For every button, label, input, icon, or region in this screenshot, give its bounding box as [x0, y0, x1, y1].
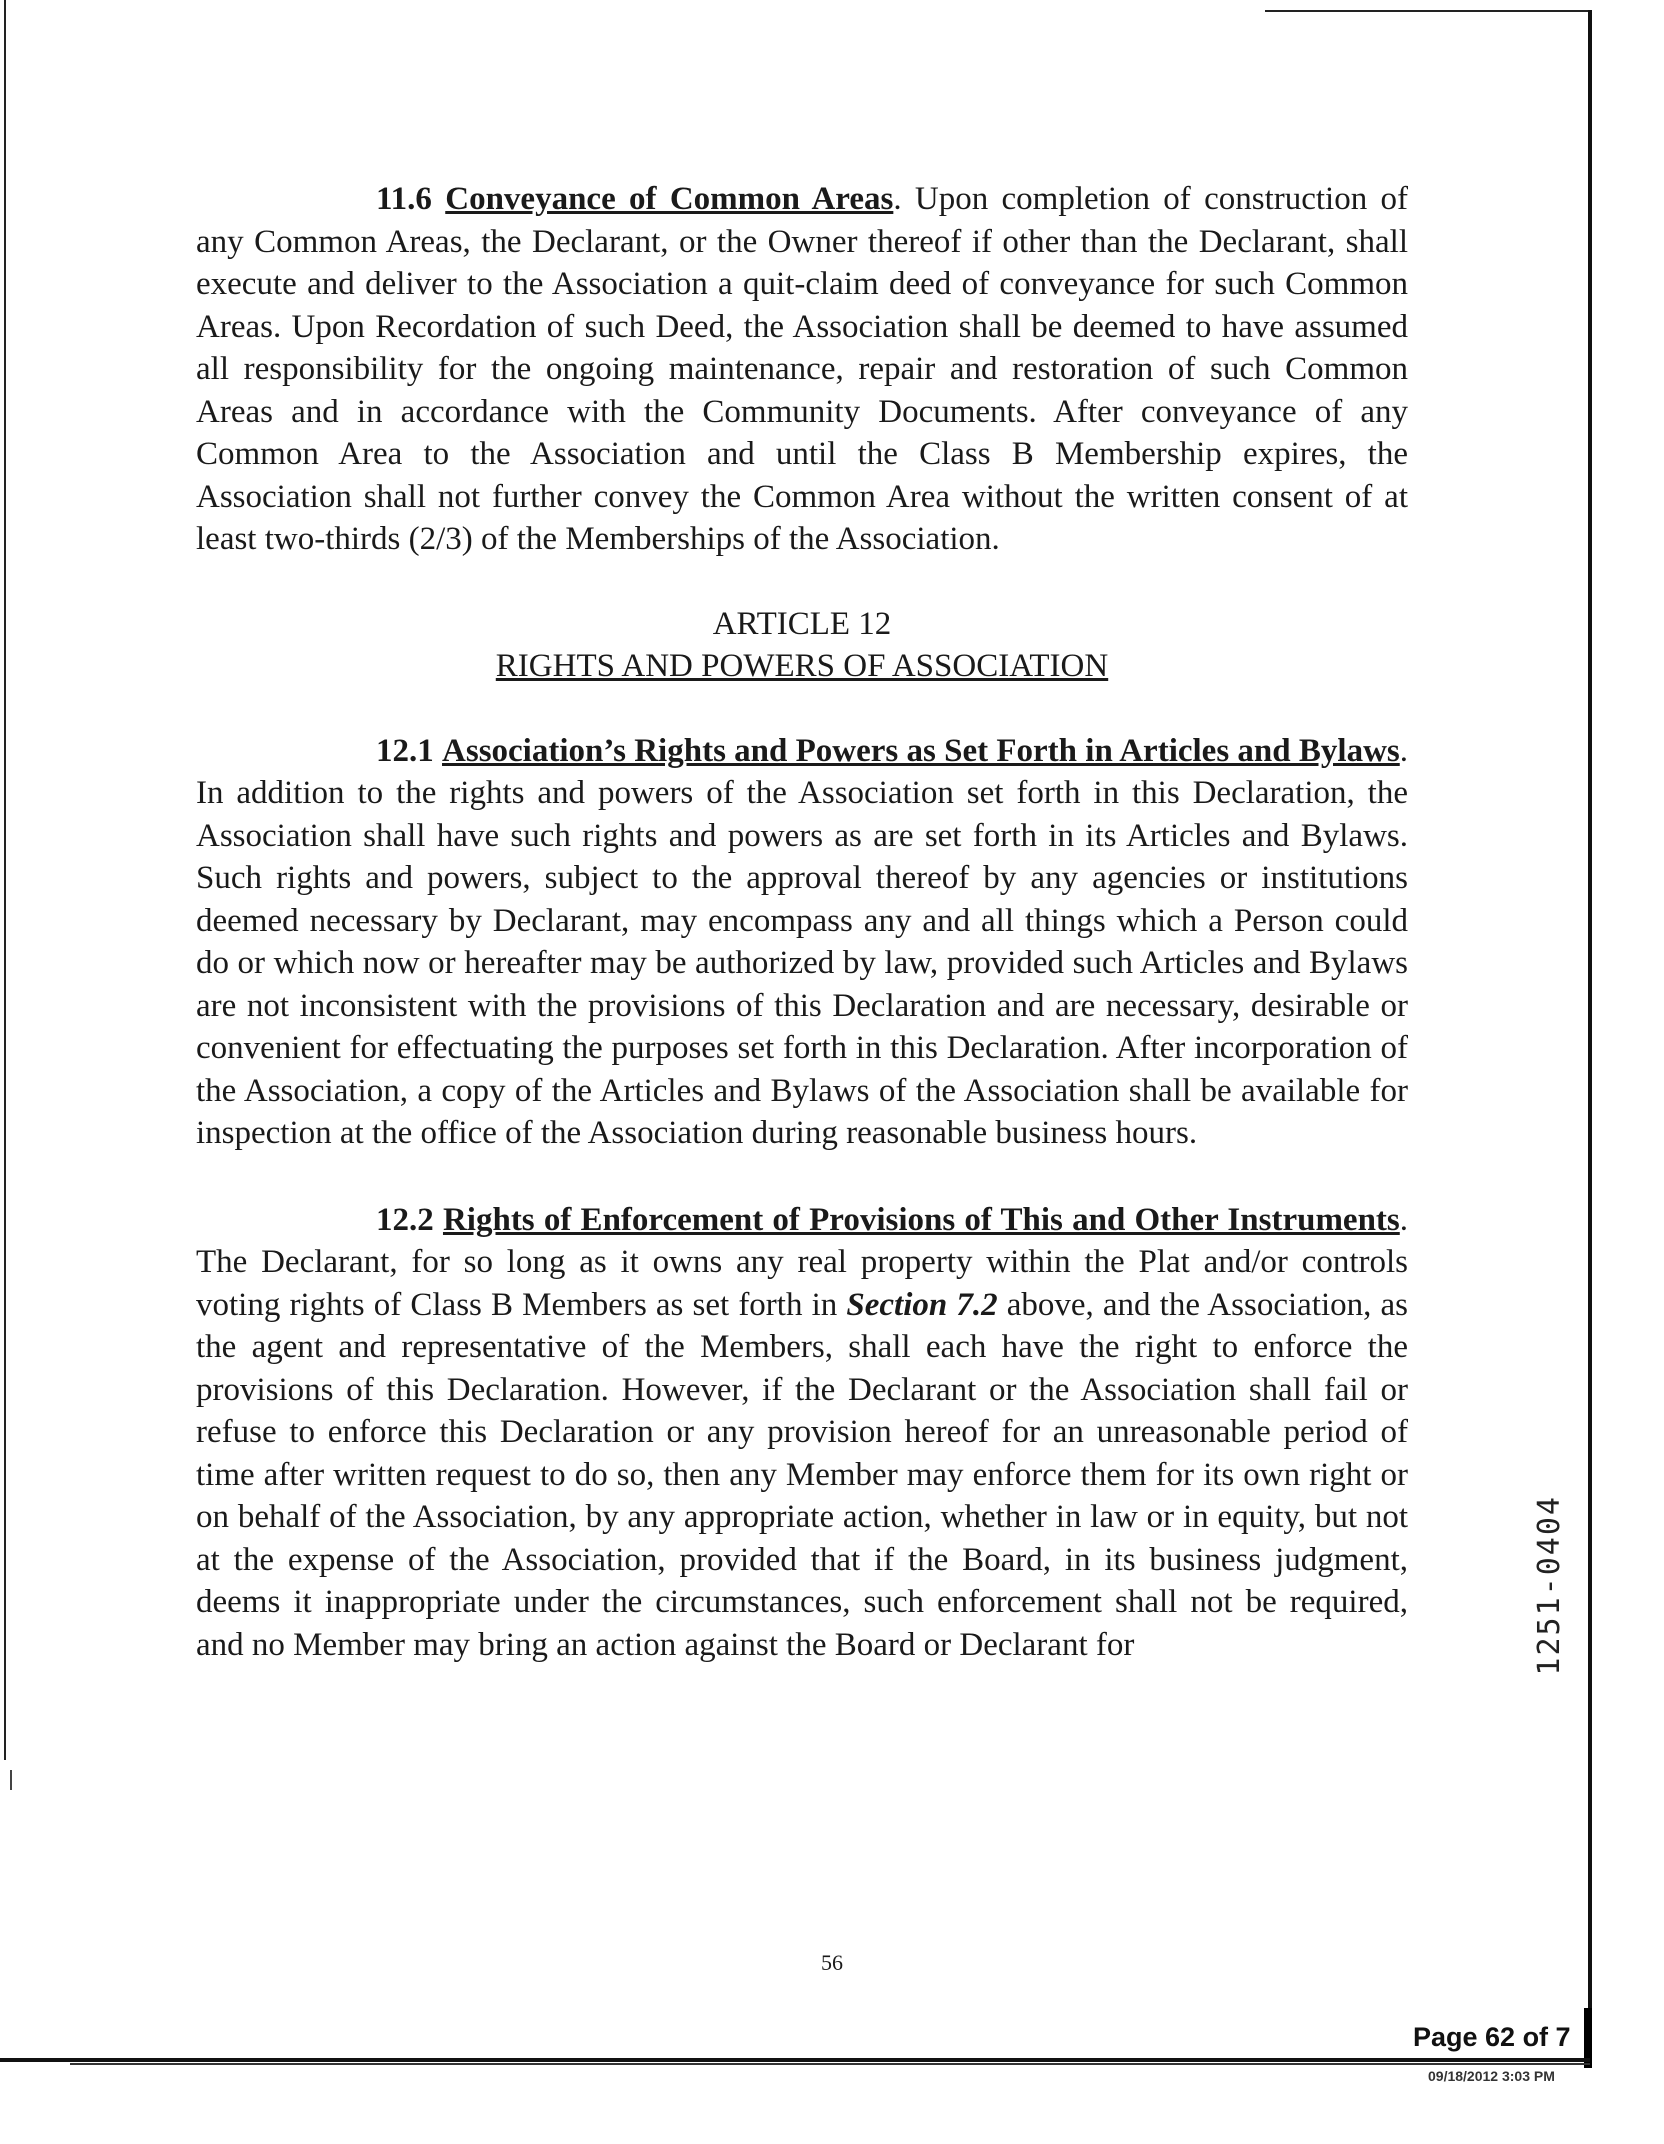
- section-cross-reference: Section 7.2: [846, 1286, 998, 1323]
- section-number: 11.6: [376, 181, 432, 217]
- section-number: 12.2: [376, 1201, 434, 1238]
- page-number: 56: [821, 1950, 843, 1975]
- article-title: RIGHTS AND POWERS OF ASSOCIATION: [495, 648, 1109, 684]
- scan-bottom-line-secondary: [70, 2063, 1590, 2065]
- section-body: . In addition to the rights and powers of the Association set forth in this Declaration, the Association shall have such rights and powers as are set forth in its Articles and Bylaws. Such rights and powers, subject to the approval thereof by any agencies or institutions deemed necessary by Declarant, may encompass any and all things which a Person could do or which now or hereafter may be authorized by law, provided such Articles and Bylaws are not inconsistent with the provisions of this Declaration and are necessary, desirable or convenient for effectuating the purposes set forth in this Declaration. After incorporation of the Association, a copy of the Articles and Bylaws of the Association shall be available for inspection at the office of the Association during reasonable business hours.: [196, 732, 1408, 1151]
- section-11-6: [196, 178, 1408, 561]
- scan-top-line: [1265, 10, 1590, 12]
- recording-stamp: 1251-0404: [1532, 1495, 1567, 1676]
- spacer: [196, 1155, 1408, 1199]
- section-title: Rights of Enforcement of Provisions of This and Other Instruments: [442, 1201, 1400, 1238]
- section-title: Association’s Rights and Powers as Set Forth in Articles and Bylaws: [442, 732, 1400, 769]
- article-heading-block: [196, 603, 1408, 688]
- section-number: 12.1: [376, 732, 434, 769]
- spacer: [196, 688, 1408, 730]
- scan-left-mark: [10, 1770, 12, 1790]
- scan-bottom-line: [0, 2058, 1590, 2062]
- article-heading: ARTICLE 12: [712, 605, 892, 642]
- section-body-part-1: . The Declarant, for so long as it owns any real property within the Plat and/or controls voting rights of Class B Members as set forth in: [196, 1201, 1409, 1323]
- document-body: [196, 178, 1408, 1666]
- section-12-2: [196, 1199, 1408, 1667]
- scan-left-edge: [4, 0, 6, 1760]
- section-body-part-2: above, and the Association, as the agent and representative of the Members, shall each have the right to enforce the provisions of this Declaration. However, if the Declarant or the Association shall fail or refuse to enforce this Declaration or any provision hereof for an unreasonable period of time after written request to do so, then any Member may enforce them for its own right or on behalf of the Association, by any appropriate action, whether in law or in equity, but not at the expense of the Association, provided that if the Board, in its business judgment, deems it inappropriate under the circumstances, such enforcement shall not be required, and no Member may bring an action against the Board or Declarant for: [196, 1286, 1408, 1663]
- recording-timestamp: 09/18/2012 3:03 PM: [1428, 2068, 1555, 2084]
- section-body: . Upon completion of construction of any Common Areas, the Declarant, or the Owner thereof if other than the Declarant, shall execute and deliver to the Association a quit-claim deed of conveyance for such Common Areas. Upon Recordation of such Deed, the Association shall be deemed to have assumed all responsibility for the ongoing maintenance, repair and restoration of such Common Areas and in accordance with the Community Documents. After conveyance of any Common Area to the Association and until the Class B Membership expires, the Association shall not further convey the Common Area without the written consent of at least two-thirds (2/3) of the Memberships of the Association.: [196, 181, 1409, 557]
- section-12-1: [196, 730, 1408, 1155]
- page-of-label: Page 62 of 7: [1413, 2022, 1571, 2052]
- section-title: Conveyance of Common Areas: [445, 181, 894, 217]
- scan-right-edge: [1588, 10, 1592, 2038]
